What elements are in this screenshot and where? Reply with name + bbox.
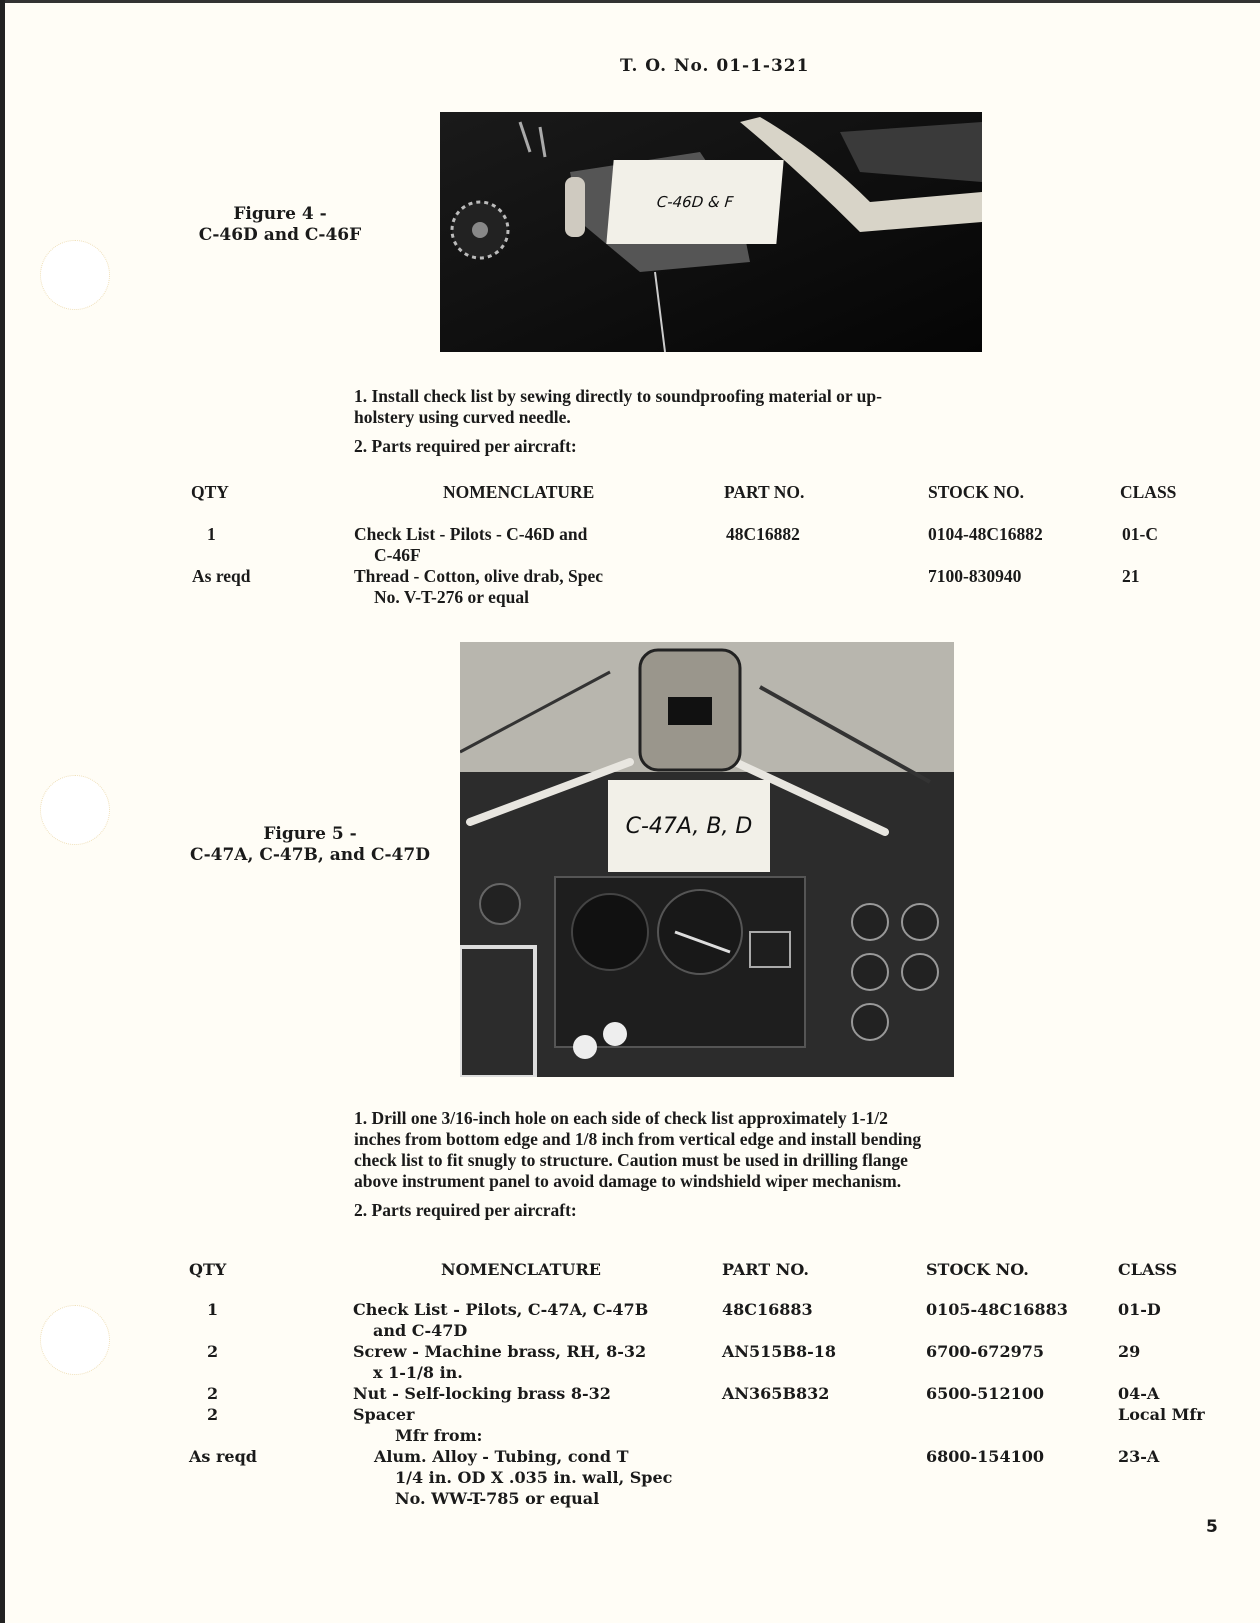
col-header-class: CLASS (1118, 1260, 1178, 1279)
table-cell-stock-no: 7100-830940 (928, 566, 1022, 586)
table-cell-stock-no: 6700-672975 (926, 1342, 1044, 1361)
figure-5-step-1-line-3: check list to fit snugly to structure. Caution must be used in drilling flange (354, 1150, 908, 1170)
table-cell-class: 01-C (1122, 524, 1158, 544)
figure-4-caption (180, 204, 380, 246)
table-cell-nomenclature-cont: 1/4 in. OD X .035 in. wall, Spec (395, 1468, 673, 1487)
table-cell-stock-no: 6500-512100 (926, 1384, 1044, 1403)
figure-5-caption (180, 824, 440, 866)
table-cell-stock-no: 0105-48C16883 (926, 1300, 1068, 1319)
table-cell-nomenclature-cont: Mfr from: (395, 1426, 483, 1445)
table-cell-qty: As reqd (192, 566, 251, 586)
table-cell-stock-no: 6800-154100 (926, 1447, 1044, 1466)
col-header-qty: QTY (191, 482, 229, 502)
page-left-edge (0, 0, 5, 1623)
table-cell-part-no: 48C16882 (726, 524, 800, 544)
figure-5-title: Figure 5 - (263, 824, 357, 844)
table-cell-class: 23-A (1118, 1447, 1160, 1466)
document-number: T. O. No. 01-1-321 (620, 56, 810, 76)
figure-4-photo (440, 112, 982, 352)
page-top-edge (0, 0, 1260, 3)
table-cell-nomenclature: Screw - Machine brass, RH, 8-32 (353, 1342, 647, 1361)
figure-4-title: Figure 4 - (233, 204, 327, 224)
checklist-card-c47: C-47A, B, D (608, 780, 770, 872)
table-cell-qty: 2 (207, 1342, 219, 1361)
table-cell-nomenclature-cont: x 1-1/8 in. (373, 1363, 463, 1382)
table-cell-nomenclature: Check List - Pilots, C-47A, C-47B (353, 1300, 649, 1319)
table-cell-nomenclature: Spacer (353, 1405, 415, 1424)
table-cell-stock-no: 0104-48C16882 (928, 524, 1043, 544)
table-cell-class: 29 (1118, 1342, 1141, 1361)
col-header-nomenclature: NOMENCLATURE (441, 1260, 601, 1279)
table-cell-nomenclature-cont: No. WW-T-785 or equal (395, 1489, 600, 1508)
table-cell-qty: 2 (207, 1405, 219, 1424)
table-cell-qty: As reqd (189, 1447, 257, 1466)
table-cell-nomenclature-cont: No. V-T-276 or equal (374, 587, 529, 607)
table-cell-nomenclature: Thread - Cotton, olive drab, Spec (354, 566, 604, 586)
col-header-part-no: PART NO. (722, 1260, 809, 1279)
page-number: 5 (1206, 1517, 1218, 1537)
figure-4-step-1-line-2: holstery using curved needle. (354, 407, 571, 427)
table-cell-qty: 2 (207, 1384, 219, 1403)
col-header-qty: QTY (189, 1260, 227, 1279)
binder-hole (40, 1305, 110, 1375)
figure-4-step-2: 2. Parts required per aircraft: (354, 436, 577, 456)
table-cell-class: Local Mfr (1118, 1405, 1205, 1424)
col-header-class: CLASS (1120, 482, 1177, 502)
figure-5-step-2: 2. Parts required per aircraft: (354, 1200, 577, 1220)
table-cell-nomenclature: Nut - Self-locking brass 8-32 (353, 1384, 611, 1403)
figure-5-instructions (354, 1108, 1094, 1221)
figure-4-subtitle: C-46D and C-46F (198, 225, 362, 245)
figure-5-step-1-line-2: inches from bottom edge and 1/8 inch from vertical edge and install bending (354, 1129, 922, 1149)
figure-5-step-1-line-1: 1. Drill one 3/16-inch hole on each side of check list approximately 1-1/2 (354, 1108, 888, 1128)
col-header-stock-no: STOCK NO. (926, 1260, 1029, 1279)
figure-5-photo (460, 642, 954, 1077)
table-cell-nomenclature: Alum. Alloy - Tubing, cond T (374, 1447, 629, 1466)
binder-hole (40, 775, 110, 845)
col-header-part-no: PART NO. (724, 482, 805, 502)
table-cell-part-no: 48C16883 (722, 1300, 813, 1319)
table-cell-nomenclature-cont: and C-47D (373, 1321, 468, 1340)
figure-4-instructions (354, 386, 1074, 457)
table-cell-nomenclature: Check List - Pilots - C-46D and (354, 524, 588, 544)
table-cell-class: 01-D (1118, 1300, 1161, 1319)
binder-hole (40, 240, 110, 310)
table-cell-class: 04-A (1118, 1384, 1160, 1403)
figure-5-step-1-line-4: above instrument panel to avoid damage to windshield wiper mechanism. (354, 1171, 902, 1191)
table-cell-qty: 1 (207, 1300, 219, 1319)
checklist-card-c46: C-46D & F (606, 160, 783, 244)
table-cell-class: 21 (1122, 566, 1140, 586)
table-cell-nomenclature-cont: C-46F (374, 545, 421, 565)
figure-4-step-1-line-1: 1. Install check list by sewing directly to soundproofing material or up- (354, 386, 882, 406)
col-header-nomenclature: NOMENCLATURE (443, 482, 595, 502)
figure-5-subtitle: C-47A, C-47B, and C-47D (190, 845, 430, 865)
table-cell-part-no: AN365B832 (722, 1384, 830, 1403)
col-header-stock-no: STOCK NO. (928, 482, 1024, 502)
table-cell-qty: 1 (207, 524, 216, 544)
table-cell-part-no: AN515B8-18 (722, 1342, 836, 1361)
